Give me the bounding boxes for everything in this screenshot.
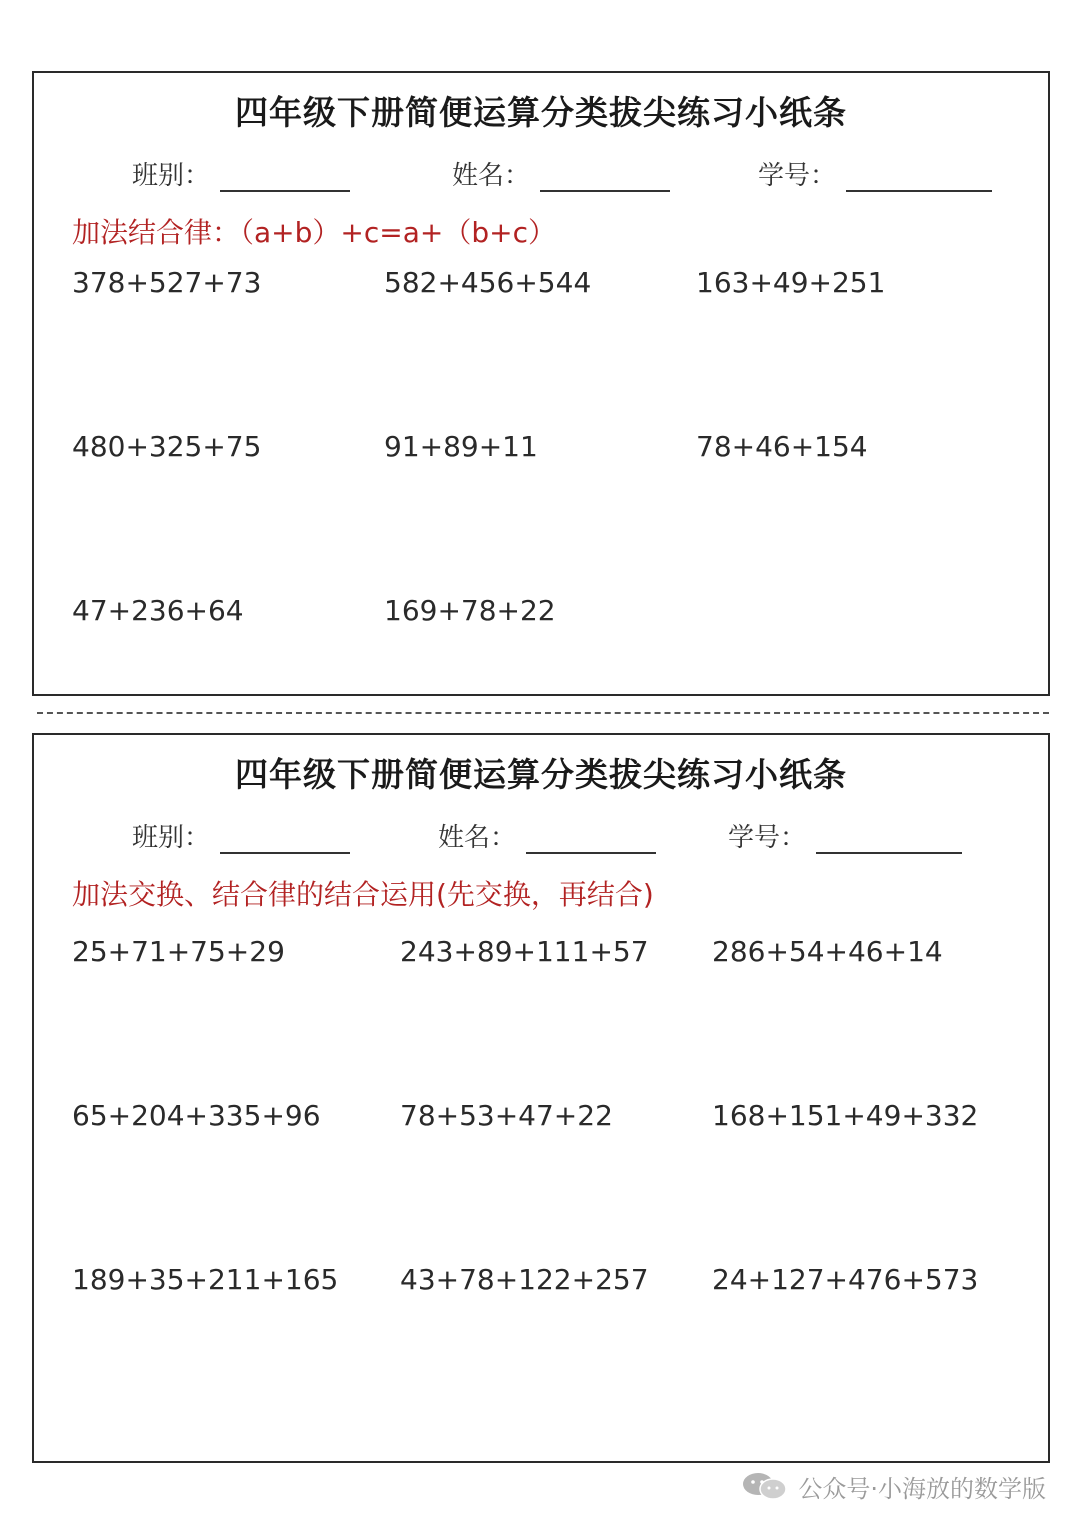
problem: 65+204+335+96 [72, 1099, 321, 1132]
student-id-label: 学号： [758, 161, 837, 191]
name-blank[interactable] [526, 826, 656, 854]
problem: 24+127+476+573 [712, 1263, 979, 1296]
wechat-icon [740, 1471, 792, 1501]
problem: 378+527+73 [72, 266, 262, 299]
problem: 43+78+122+257 [400, 1263, 649, 1296]
problem: 243+89+111+57 [400, 935, 649, 968]
problem: 163+49+251 [696, 266, 886, 299]
name-field [438, 817, 656, 854]
class-label: 班别： [132, 823, 211, 853]
name-blank[interactable] [540, 164, 670, 192]
section-title: 加法结合律：（a+b）+c=a+（b+c） [72, 216, 556, 249]
worksheet-card-1 [32, 71, 1050, 696]
name-field [452, 155, 670, 192]
student-id-blank[interactable] [846, 164, 992, 192]
student-id-blank[interactable] [816, 826, 962, 854]
problem: 169+78+22 [384, 594, 556, 627]
problem: 480+325+75 [72, 430, 262, 463]
problem: 25+71+75+29 [72, 935, 285, 968]
worksheet-title: 四年级下册简便运算分类拔尖练习小纸条 [235, 755, 847, 794]
watermark [740, 1468, 1046, 1504]
problem: 91+89+11 [384, 430, 538, 463]
problem: 78+53+47+22 [400, 1099, 613, 1132]
worksheet-card-2 [32, 733, 1050, 1463]
problem: 582+456+544 [384, 266, 592, 299]
student-id-field [728, 817, 962, 854]
worksheet-title: 四年级下册简便运算分类拔尖练习小纸条 [235, 93, 847, 132]
class-blank[interactable] [220, 164, 350, 192]
class-field [132, 817, 350, 854]
student-id-label: 学号： [728, 823, 807, 853]
problem: 168+151+49+332 [712, 1099, 979, 1132]
cut-line-divider [37, 712, 1049, 714]
problem: 78+46+154 [696, 430, 868, 463]
class-label: 班别： [132, 161, 211, 191]
problem: 189+35+211+165 [72, 1263, 339, 1296]
problem: 47+236+64 [72, 594, 244, 627]
name-label: 姓名： [452, 161, 531, 191]
watermark-text: 公众号·小海放的数学版 [798, 1474, 1046, 1503]
problem: 286+54+46+14 [712, 935, 943, 968]
section-title: 加法交换、结合律的结合运用(先交换，再结合) [72, 878, 654, 911]
name-label: 姓名： [438, 823, 517, 853]
class-blank[interactable] [220, 826, 350, 854]
class-field [132, 155, 350, 192]
student-id-field [758, 155, 992, 192]
